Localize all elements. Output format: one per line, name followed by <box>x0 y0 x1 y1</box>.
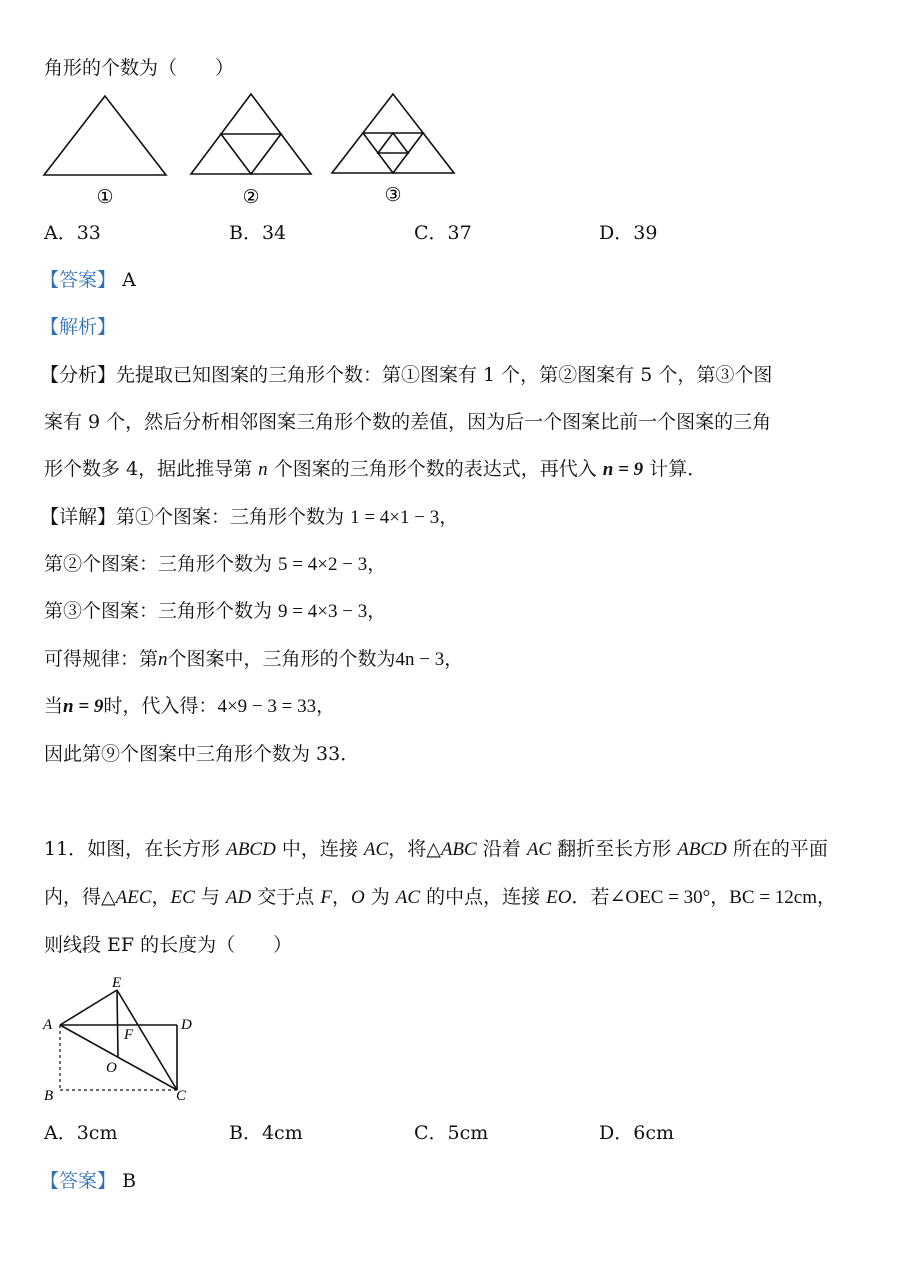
q11-l1m2: AC <box>363 839 389 860</box>
q10-stem-tail: 角形的个数为（ ） <box>44 57 235 79</box>
q11-stem-line-1 <box>44 836 828 863</box>
q10-figure-1 <box>44 96 166 175</box>
q10-option-a: A．33 <box>44 222 101 244</box>
q11-option-c: C．5cm <box>414 1122 489 1144</box>
detail-4c: ， <box>444 648 464 670</box>
q11-label-B: B <box>44 1088 54 1104</box>
q11-l1b: 中，连接 <box>275 838 364 860</box>
detail-3b: ， <box>367 600 387 622</box>
q11-l2m5: O <box>350 887 365 908</box>
q11-stem-line-2 <box>44 884 836 911</box>
q11-l2e: ， <box>331 886 351 908</box>
q11-l2m2: EC <box>170 887 195 908</box>
q10-figure-label-1: ① <box>96 187 114 208</box>
q11-l1c: ，将 <box>388 838 427 860</box>
q11-label-E: E <box>112 975 122 991</box>
q11-option-d: D．6cm <box>599 1122 674 1144</box>
q11-l1f: 所在的平面 <box>726 838 828 860</box>
q11-option-a: A．3cm <box>44 1122 118 1144</box>
fenxi-text-3c: 计算． <box>643 458 707 480</box>
q11-label-F: F <box>124 1027 134 1043</box>
xiangjie-tag: 【详解】 <box>40 506 117 528</box>
q11-l1a: 11．如图，在长方形 <box>44 838 227 860</box>
detail-3-math: 9 = 4×3 − 3 <box>278 601 368 622</box>
fenxi-text-1: 先提取已知图案的三角形个数：第①图案有 1 个，第②图案有 5 个，第③个图 <box>116 364 773 386</box>
q10-figures <box>30 88 470 213</box>
q11-label-O: O <box>106 1060 117 1076</box>
detail-2b: ， <box>367 553 387 575</box>
q11-l2c: 与 <box>194 886 226 908</box>
fenxi-n-eq: n = 9 <box>602 459 644 480</box>
detail-2-math: 5 = 4×2 − 3 <box>278 554 368 575</box>
detail-4-math: 4n − 3 <box>395 649 445 670</box>
q11-label-A: A <box>43 1017 53 1033</box>
detail-1b: ， <box>439 506 459 528</box>
q10-fenxi-line-3 <box>44 456 706 483</box>
answer-value: B <box>122 1170 137 1192</box>
fenxi-n: n <box>258 459 268 480</box>
q11-figure <box>38 970 208 1110</box>
answer-tag: 【答案】 <box>40 1170 117 1192</box>
q11-label-C: C <box>176 1088 187 1104</box>
q10-detail-line-4 <box>44 646 463 673</box>
q11-l2j: ， <box>817 886 837 908</box>
q11-l2h: ．若 <box>571 886 610 908</box>
q11-l1d: 沿着 <box>476 838 527 860</box>
fenxi-text-3b: 个图案的三角形个数的表达式，再代入 <box>267 458 603 480</box>
detail-1a: 第①个图案：三角形个数为 <box>116 506 351 528</box>
detail-5c: ， <box>316 695 336 717</box>
analysis-tag: 【解析】 <box>40 316 117 338</box>
q11-l1m4: AC <box>526 839 552 860</box>
q10-option-d: D．39 <box>599 222 658 244</box>
detail-5-eq: n = 9 <box>63 696 104 717</box>
q10-detail-line-3 <box>44 598 386 625</box>
q10-analysis-line <box>40 314 116 340</box>
detail-5-math: 4×9 − 3 = 33 <box>217 696 317 717</box>
q11-l1m3: △ABC <box>426 839 477 860</box>
q11-l2g: 的中点，连接 <box>420 886 547 908</box>
fenxi-tag: 【分析】 <box>40 364 117 386</box>
q11-l2f: 为 <box>364 886 396 908</box>
detail-4-n: n <box>158 649 168 670</box>
detail-5b: 时，代入得： <box>103 695 218 717</box>
q11-l2m7: EO <box>546 887 572 908</box>
q11-l2m6: AC <box>395 887 421 908</box>
q11-l1m5: ABCD <box>677 839 727 860</box>
q11-l2a: 内，得 <box>44 886 102 908</box>
q11-l2d: 交于点 <box>251 886 321 908</box>
q11-l2m9: BC = 12cm <box>729 887 818 908</box>
q10-figure-label-2: ② <box>242 187 260 208</box>
answer-value: A <box>122 269 136 291</box>
detail-2a: 第②个图案：三角形个数为 <box>44 553 279 575</box>
q11-option-b: B．4cm <box>229 1122 303 1144</box>
q10-detail-line-5 <box>44 693 335 720</box>
q10-detail-line-2 <box>44 551 386 578</box>
q11-l2m4: F <box>320 887 332 908</box>
q11-l1m1: ABCD <box>226 839 276 860</box>
q10-detail-line-6: 因此第⑨个图案中三角形个数为 33． <box>44 743 360 765</box>
q11-label-D: D <box>181 1017 192 1033</box>
q11-l2m1: △AEC <box>101 887 152 908</box>
q10-option-c: C．37 <box>414 222 472 244</box>
detail-4b: 个图案中，三角形的个数为 <box>167 648 396 670</box>
detail-1-math: 1 = 4×1 − 3 <box>350 507 440 528</box>
fenxi-text-3a: 形个数多 4，据此推导第 <box>44 458 259 480</box>
q10-figure-3 <box>332 94 454 173</box>
q11-l2m8: ∠OEC = 30° <box>609 887 711 908</box>
q10-option-b: B．34 <box>229 222 287 244</box>
q11-stem-line-3: 则线段 EF 的长度为（ ） <box>44 934 293 956</box>
q10-figure-label-3: ③ <box>384 185 402 206</box>
q10-fenxi-line-2: 案有 9 个，然后分析相邻图案三角形个数的差值，因为后一个图案比前一个图案的三角 <box>44 411 772 433</box>
answer-tag: 【答案】 <box>40 269 117 291</box>
q11-l1e: 翻折至长方形 <box>551 838 678 860</box>
q10-detail-line-1 <box>40 504 458 531</box>
detail-4a: 可得规律：第 <box>44 648 159 670</box>
detail-3a: 第③个图案：三角形个数为 <box>44 600 279 622</box>
detail-5a: 当 <box>44 695 64 717</box>
q11-answer-line <box>40 1168 136 1194</box>
q11-l2m3: AD <box>225 887 252 908</box>
q11-l2b: ， <box>151 886 171 908</box>
q10-answer-line <box>40 267 136 293</box>
q10-fenxi-line-1 <box>40 362 772 388</box>
q10-figure-2 <box>191 94 311 174</box>
q11-l2i: ， <box>710 886 730 908</box>
